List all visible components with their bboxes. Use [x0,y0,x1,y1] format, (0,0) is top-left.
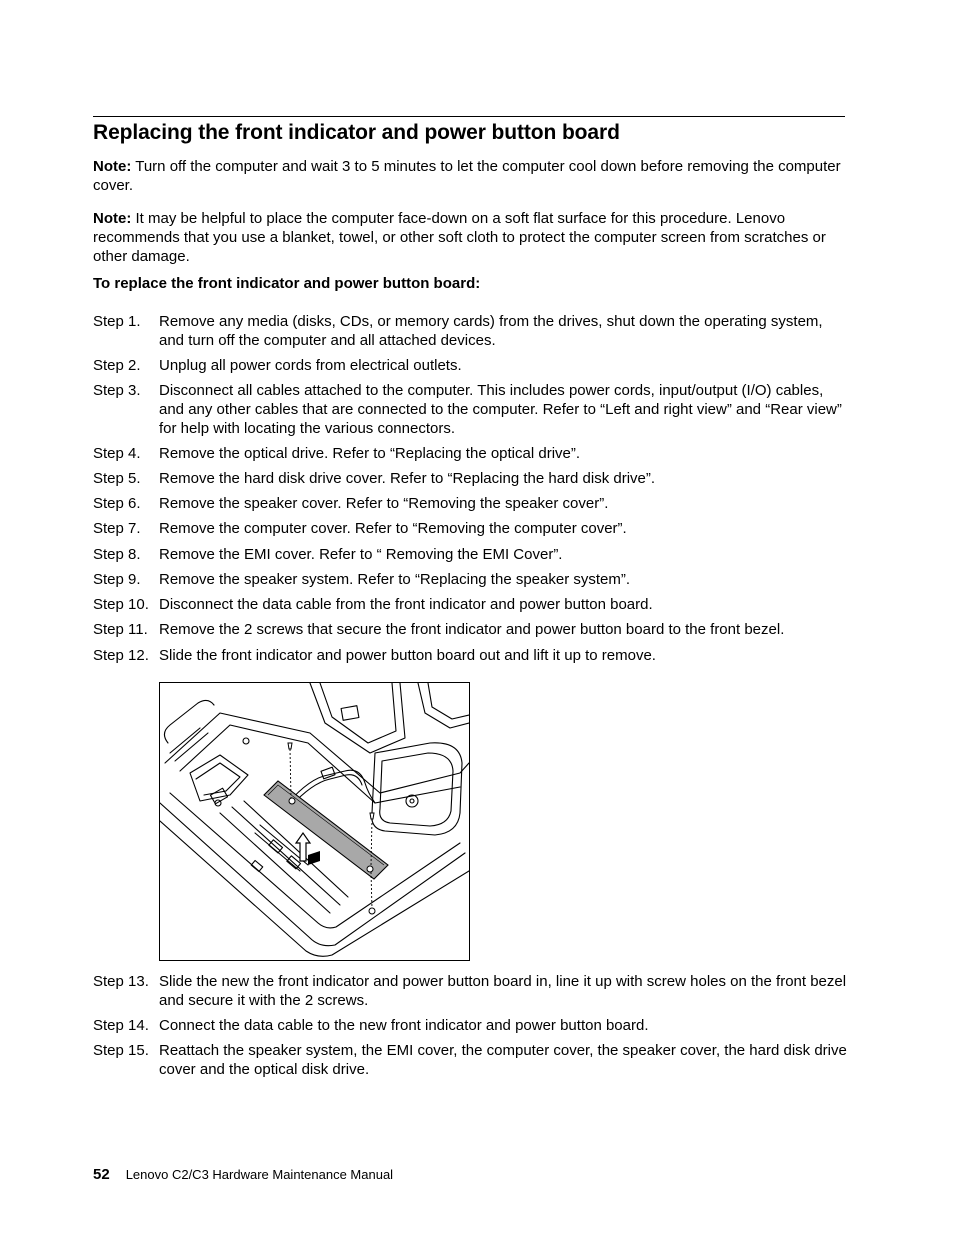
step-text: Remove the hard disk drive cover. Refer to “Replacing the hard disk drive”. [159,470,656,487]
top-right-bracket [418,683,469,728]
step-text: Remove the speaker system. Refer to “Replacing the speaker system”. [159,571,631,588]
step-text: Remove the 2 screws that secure the front indicator and power button board to the front bezel. [159,621,785,638]
removal-illustration [159,682,470,961]
step-number: Step 13. [93,973,149,990]
indicator-board [264,781,388,879]
step-number: Step 9. [93,571,141,588]
page-number: 52 [93,1166,110,1183]
step-number: Step 6. [93,495,141,512]
step-text: Slide the front indicator and power button board out and lift it up to remove. [159,647,656,664]
step-text: Slide the new the front indicator and power button board in, line it up with screw holes on the front bezel and secure it with the 2 screws. [159,973,847,1009]
bezel-inner-edge [160,821,469,956]
step-number: Step 5. [93,470,141,487]
step-text: Unplug all power cords from electrical outlets. [159,357,462,374]
note-text: It may be helpful to place the computer face-down on a soft flat surface for this procedure. Lenovo recommends that you use a blanket, towel, or other soft cloth to protect the computer screen from scratches or other damage. [93,210,826,265]
chassis-frame [165,713,469,793]
step-text: Remove the optical drive. Refer to “Replacing the optical drive”. [159,445,581,462]
step-number: Step 7. [93,520,141,537]
screw-right [370,813,374,819]
step-text: Remove the computer cover. Refer to “Removing the computer cover”. [159,520,627,537]
step-number: Step 1. [93,313,141,330]
board-hole-left [289,798,295,804]
note-label: Note: [93,210,132,227]
board-hole-right [367,866,373,872]
note-face-down [93,209,848,266]
step-number: Step 14. [93,1017,149,1034]
recess-inner [380,753,453,826]
step-text: Reattach the speaker system, the EMI cover, the computer cover, the speaker cover, the hard disk drive cover and the optical disk drive. [159,1042,847,1078]
left-rail [170,728,208,761]
screw-left [288,743,292,749]
board-removal-diagram [160,683,469,960]
manual-title: Lenovo C2/C3 Hardware Maintenance Manual [125,1167,394,1182]
step-number: Step 3. [93,382,141,399]
step-number: Step 11. [93,621,148,638]
page-footer [93,1166,393,1183]
step-text: Remove the speaker cover. Refer to “Removing the speaker cover”. [159,495,609,512]
step-text: Connect the data cable to the new front indicator and power button board. [159,1017,649,1034]
step-number: Step 12. [93,647,149,664]
note-text: Turn off the computer and wait 3 to 5 minutes to let the computer cool down before removing the computer cover. [93,158,841,194]
step-text: Disconnect all cables attached to the computer. This includes power cords, input/output (I/O) cables, and any other cables that are connected to the computer. Refer to “Left and right view” and “Rear view” for help with locating the various connectors. [159,382,842,437]
procedure-intro: To replace the front indicator and power button board: [93,275,481,292]
step-number: Step 15. [93,1042,149,1059]
step-number: Step 2. [93,357,141,374]
recess-boss [406,795,418,807]
step-text: Remove the EMI cover. Refer to “ Removing the EMI Cover”. [159,546,563,563]
top-rule [93,116,845,117]
step-number: Step 10. [93,596,149,613]
step-text: Disconnect the data cable from the front indicator and power button board. [159,596,653,613]
note-cooldown [93,157,848,195]
step-number: Step 8. [93,546,141,563]
step-text: Remove any media (disks, CDs, or memory cards) from the drives, shut down the operating system, and turn off the computer and all attached devices. [159,313,823,349]
page-title: Replacing the front indicator and power button board [93,121,620,144]
note-label: Note: [93,158,132,175]
step-number: Step 4. [93,445,141,462]
